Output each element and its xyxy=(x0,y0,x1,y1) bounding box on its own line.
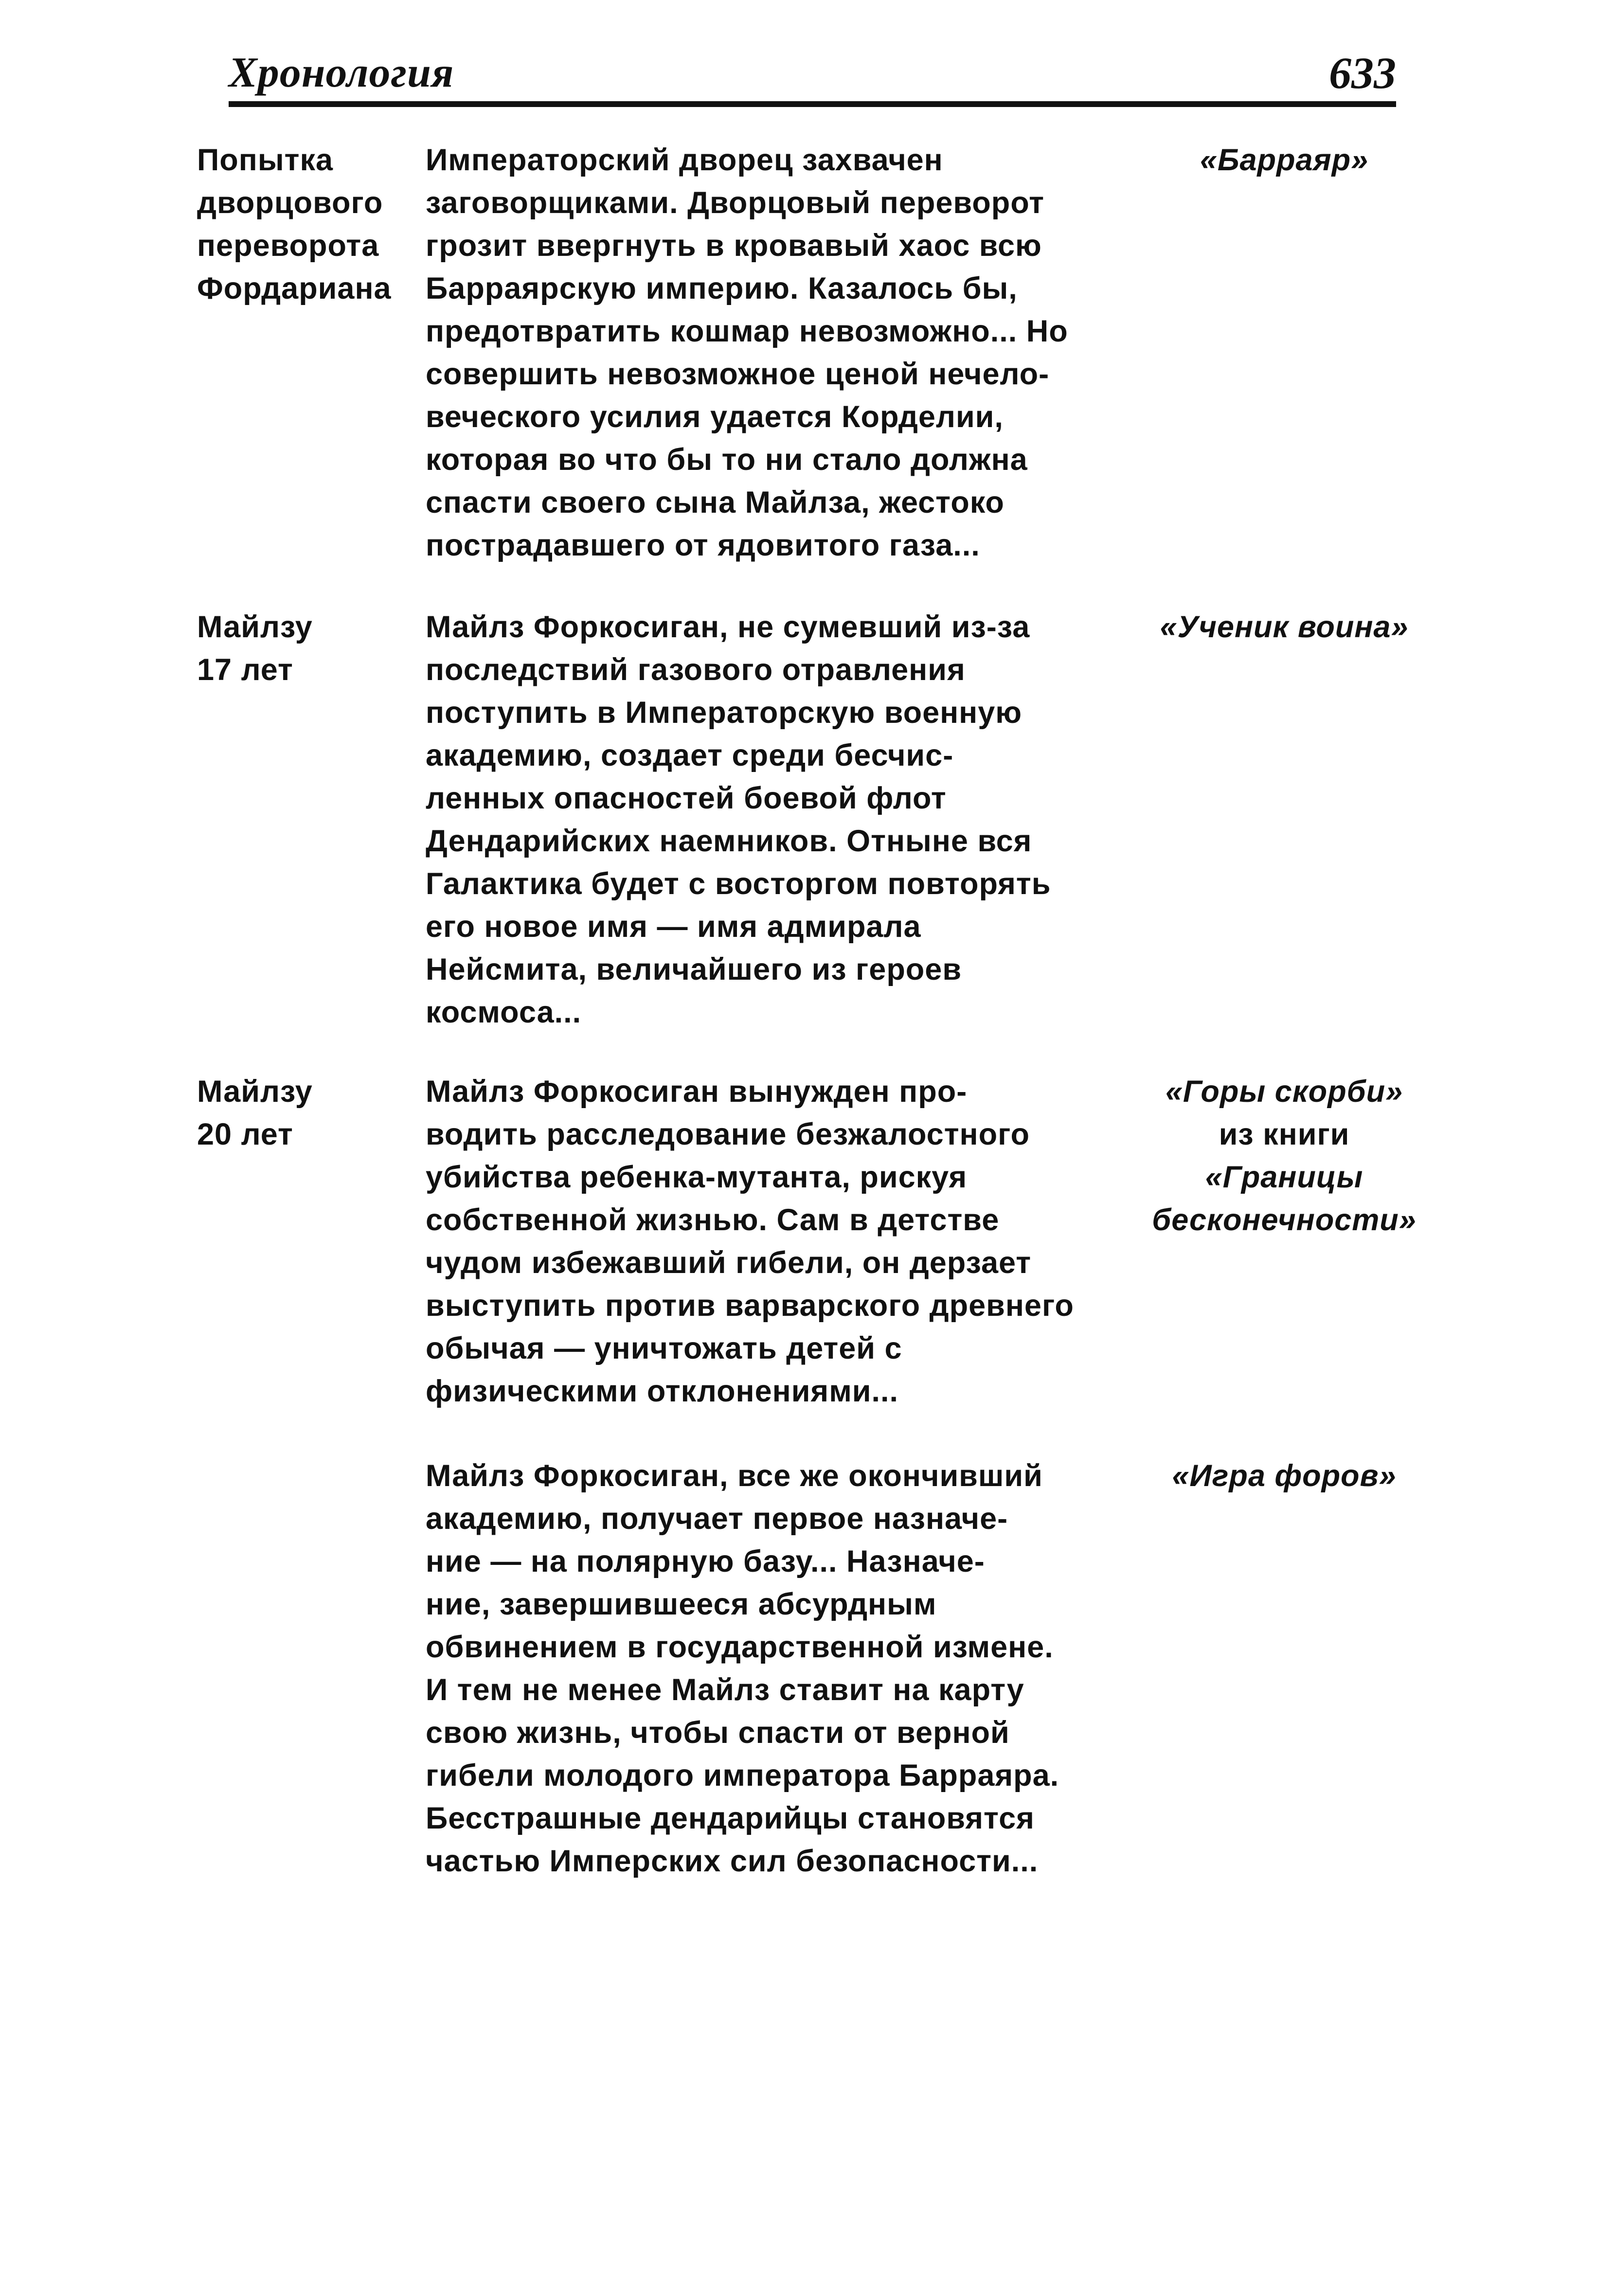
summary-line: Галактика будет с восторгом повторять xyxy=(426,867,1051,901)
summary-line: Нейсмита, величайшего из героев xyxy=(426,952,962,987)
title-line: «Горы скорби» xyxy=(1165,1075,1403,1109)
summary-line: Майлз Форкосиган вынужден про- xyxy=(426,1075,968,1109)
summary-line: Дендарийских наемников. Отныне вся xyxy=(426,824,1032,858)
summary-line: убийства ребенка-мутанта, рискуя xyxy=(426,1160,968,1194)
summary-line: грозит ввергнуть в кровавый хаос всю xyxy=(426,229,1042,263)
entry-period xyxy=(197,1070,426,1156)
running-head xyxy=(229,46,1396,107)
summary-line: Бесстрашные дендарийцы становятся xyxy=(426,1801,1035,1835)
summary-line: которая во что бы то ни стало должна xyxy=(426,443,1028,477)
period-line: Фордариана xyxy=(197,271,392,305)
title-line: из книги xyxy=(1219,1117,1350,1151)
entry-period xyxy=(197,606,426,691)
period-line: переворота xyxy=(197,229,379,263)
summary-line: предотвратить кошмар невозможно... Но xyxy=(426,314,1068,348)
summary-line: космоса... xyxy=(426,995,582,1029)
summary-line: Императорский дворец захвачен xyxy=(426,143,943,177)
summary-line: академию, создает среди бесчис- xyxy=(426,738,954,772)
period-line: Попытка xyxy=(197,143,334,177)
summary-line: ленных опасностей боевой флот xyxy=(426,781,947,815)
period-line: 17 лет xyxy=(197,653,293,687)
summary-line: чудом избежавший гибели, он дерзает xyxy=(426,1246,1032,1280)
entry-summary xyxy=(426,139,1131,567)
entry-summary xyxy=(426,606,1131,1034)
summary-line: веческого усилия удается Корделии, xyxy=(426,400,1004,434)
summary-line: обычая — уничтожать детей с xyxy=(426,1331,902,1365)
summary-line: водить расследование безжалостного xyxy=(426,1117,1030,1151)
summary-line: Барраярскую империю. Казалось бы, xyxy=(426,271,1018,305)
page-number: 633 xyxy=(1329,48,1396,98)
summary-line: пострадавшего от ядовитого газа... xyxy=(426,528,980,562)
summary-line: его новое имя — имя адмирала xyxy=(426,910,921,944)
summary-line: физическими отклонениями... xyxy=(426,1374,899,1408)
summary-line: Майлз Форкосиган, все же окончивший xyxy=(426,1459,1043,1493)
summary-line: последствий газового отравления xyxy=(426,653,966,687)
summary-line: заговорщиками. Дворцовый переворот xyxy=(426,186,1045,220)
period-line: Майлзу xyxy=(197,610,313,644)
entry-book-title xyxy=(1133,139,1435,181)
summary-line: свою жизнь, чтобы спасти от верной xyxy=(426,1716,1010,1750)
entry-summary xyxy=(426,1070,1131,1413)
entry-book-title xyxy=(1133,606,1435,648)
entry-summary xyxy=(426,1454,1131,1883)
summary-line: академию, получает первое назначе- xyxy=(426,1502,1008,1536)
header-rule xyxy=(229,101,1396,107)
entry-book-title xyxy=(1133,1070,1435,1241)
title-line: бесконечности» xyxy=(1152,1203,1417,1237)
entry-book-title xyxy=(1133,1454,1435,1497)
summary-line: спасти своего сына Майлза, жестоко xyxy=(426,485,1005,520)
summary-line: И тем не менее Майлз ставит на карту xyxy=(426,1673,1024,1707)
summary-line: поступить в Императорскую военную xyxy=(426,696,1023,730)
summary-line: обвинением в государственной измене. xyxy=(426,1630,1054,1664)
period-line: дворцового xyxy=(197,186,383,220)
summary-line: ние, завершившееся абсурдным xyxy=(426,1587,937,1621)
summary-line: совершить невозможное ценой нечело- xyxy=(426,357,1050,391)
title-line: «Ученик воина» xyxy=(1160,610,1409,644)
section-title: Хронология xyxy=(229,49,454,96)
summary-line: ние — на полярную базу... Назначе- xyxy=(426,1544,985,1578)
summary-line: гибели молодого императора Барраяра. xyxy=(426,1758,1059,1793)
summary-line: выступить против варварского древнего xyxy=(426,1289,1074,1323)
summary-line: частью Имперских сил безопасности... xyxy=(426,1844,1039,1878)
summary-line: Майлз Форкосиган, не сумевший из-за xyxy=(426,610,1030,644)
title-line: «Барраяр» xyxy=(1200,143,1369,177)
period-line: 20 лет xyxy=(197,1117,293,1151)
title-line: «Границы xyxy=(1205,1160,1364,1194)
summary-line: собственной жизнью. Сам в детстве xyxy=(426,1203,1000,1237)
entry-period xyxy=(197,139,426,310)
title-line: «Игра форов» xyxy=(1172,1459,1397,1493)
period-line: Майлзу xyxy=(197,1075,313,1109)
